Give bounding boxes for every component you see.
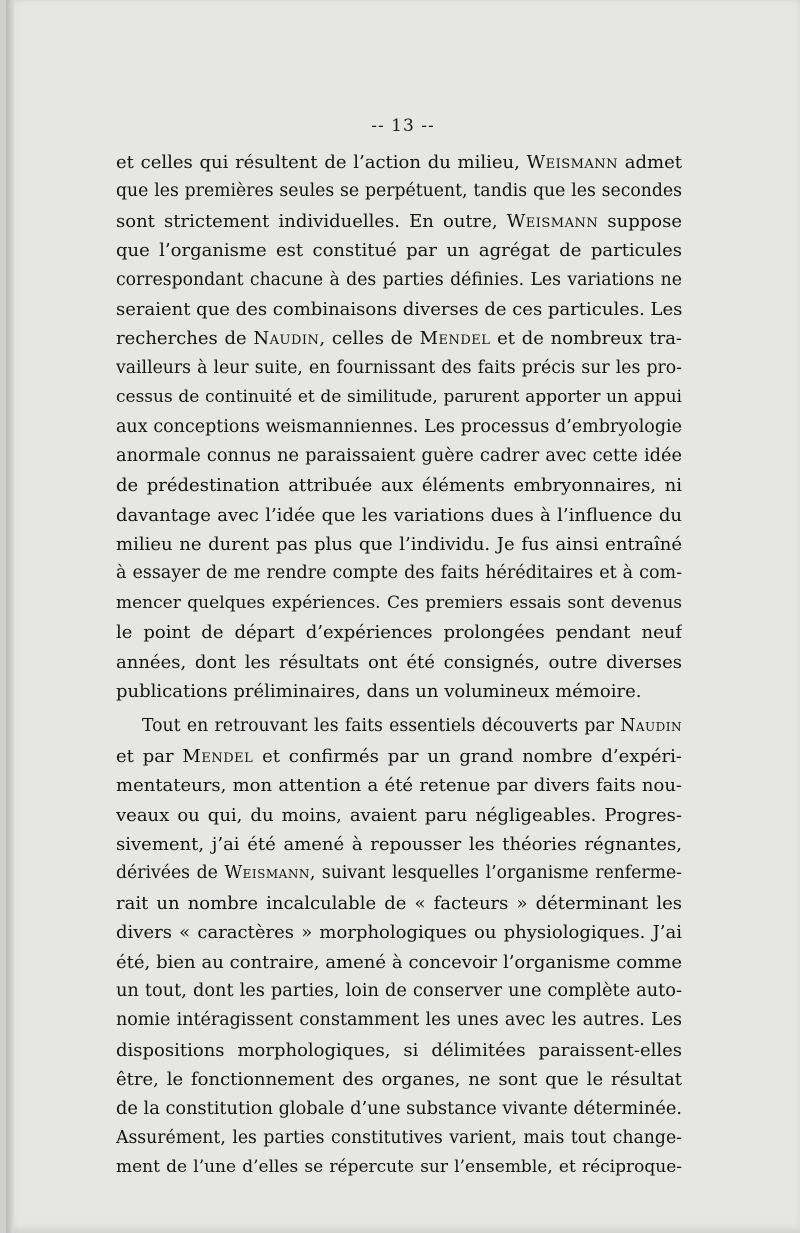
author-name: Naudin [253, 328, 320, 350]
text-line: être, le fonctionnement des organes, ne sont que le résultat [116, 1069, 682, 1091]
text-line: seraient que des combinaisons diverses de ces particules. Les [116, 298, 682, 320]
text-line: été, bien au contraire, amené à concevoir l’organisme comme [116, 951, 682, 973]
text-line: que les premières seules se perpétuent, tandis que les secondes [116, 181, 682, 202]
page-number: -- 13 -- [371, 116, 435, 136]
text-line: recherches de Naudin, celles de Mendel et de nombreux tra- [116, 328, 682, 350]
text-line: dispositions morphologiques, si délimitées paraissent-elles [116, 1039, 682, 1061]
text-line: mencer quelques expériences. Ces premiers essais sont devenus [116, 592, 682, 613]
text-line: milieu ne durent pas plus que l’individu. Je fus ainsi entraîné [116, 534, 682, 556]
text-line: nomie intéragissent constamment les unes avec les autres. Les [116, 1010, 682, 1031]
author-name: Weismann [526, 152, 619, 173]
text-line: divers « caractères » morphologiques ou physiologiques. J’ai [116, 922, 682, 944]
text-line: davantage avec l’idée que les variations dues à l’influence du [116, 504, 682, 526]
text-line: à essayer de me rendre compte des faits héréditaires et à com- [116, 563, 682, 584]
author-name: Weismann [224, 863, 310, 884]
text-line: de la constitution globale d’une substance vivante déterminée. [116, 1098, 682, 1119]
body-text [116, 148, 682, 1183]
text-line: Tout en retrouvant les faits essentiels découverts par Naudin [142, 716, 682, 737]
text-line: un tout, dont les parties, loin de conserver une complète auto- [116, 980, 682, 1001]
author-name: Naudin [620, 716, 682, 737]
text-line: veaux ou qui, du moins, avaient paru négligeables. Progres- [116, 804, 682, 826]
text-line: sont strictement individuelles. En outre, Weismann suppose [116, 210, 682, 232]
author-name: Weismann [506, 210, 599, 232]
page-binding-edge [6, 0, 14, 1233]
text-line: correspondant chacune à des parties définies. Les variations ne [116, 269, 682, 290]
text-line: sivement, j’ai été amené à repousser les théories régnantes, [116, 833, 682, 855]
paragraph-1 [116, 148, 682, 706]
text-line: aux conceptions weismanniennes. Les processus d’embryologie [116, 416, 682, 437]
text-line: que l’organisme est constitué par un agrégat de particules [116, 240, 682, 262]
text-line: Assurément, les parties constitutives varient, mais tout change- [116, 1127, 682, 1148]
book-page [6, 0, 800, 1233]
author-name: Mendel [419, 328, 491, 350]
text-line: dérivées de Weismann, suivant lesquelles l’organisme renferme- [116, 863, 682, 884]
text-line: années, dont les résultats ont été consignés, outre diverses [116, 651, 682, 673]
text-line: ment de l’une d’elles se répercute sur l’ensemble, et réciproque- [116, 1157, 682, 1178]
text-line: et par Mendel et confirmés par un grand nombre d’expéri- [116, 745, 682, 767]
text-line: anormale connus ne paraissaient guère cadrer avec cette idée [116, 445, 682, 466]
text-line: cessus de continuité et de similitude, parurent apporter un appui [116, 387, 682, 408]
text-line: de prédestination attribuée aux éléments embryonnaires, ni [116, 475, 682, 497]
paragraph-2 [116, 712, 682, 1182]
text-line: publications préliminaires, dans un volumineux mémoire. [116, 681, 642, 703]
text-line: vailleurs à leur suite, en fournissant des faits précis sur les pro- [116, 357, 682, 378]
text-line: le point de départ d’expériences prolongées pendant neuf [116, 622, 682, 644]
text-line: rait un nombre incalculable de « facteurs » déterminant les [116, 892, 682, 914]
author-name: Mendel [182, 745, 254, 767]
text-line: et celles qui résultent de l’action du milieu, Weismann admet [116, 152, 682, 173]
text-line: mentateurs, mon attention a été retenue par divers faits nou- [116, 775, 682, 797]
